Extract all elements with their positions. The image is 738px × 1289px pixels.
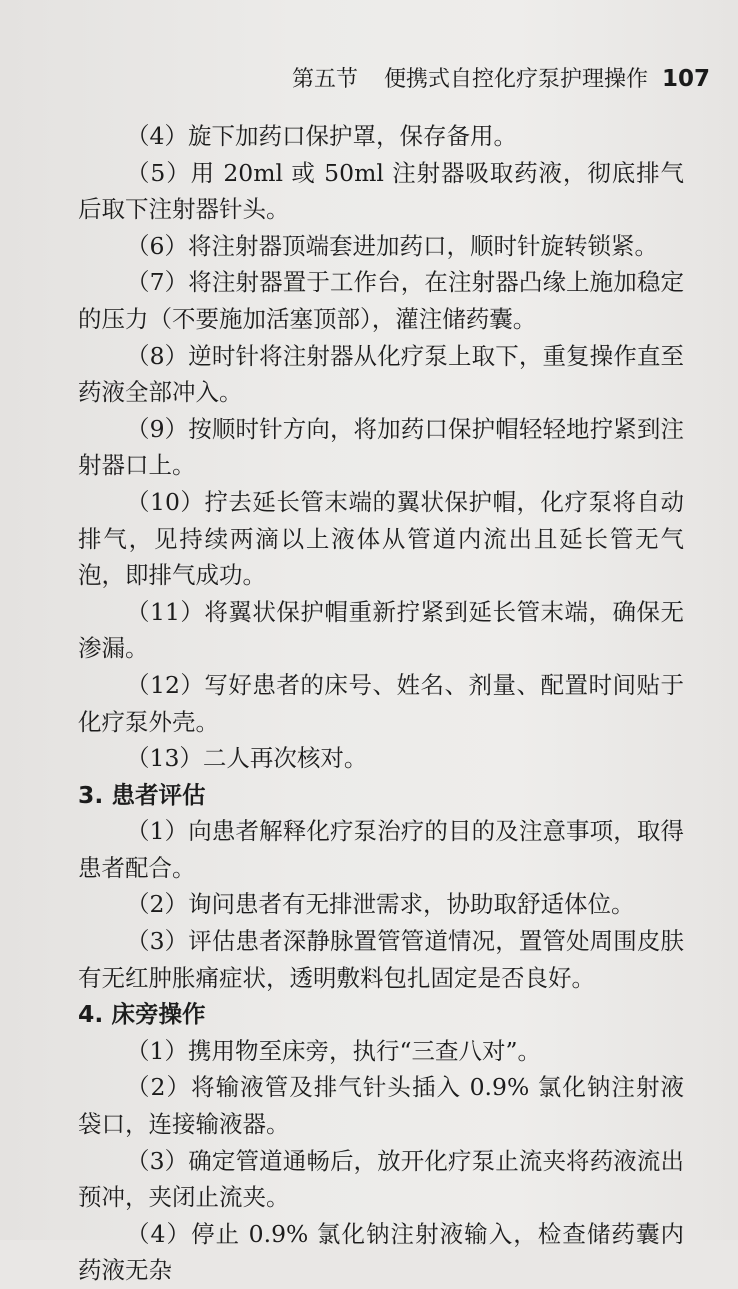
paragraph: （1）向患者解释化疗泵治疗的目的及注意事项，取得患者配合。 <box>78 817 684 882</box>
paragraph: （6）将注射器顶端套进加药口，顺时针旋转锁紧。 <box>126 231 658 260</box>
running-header <box>40 62 710 93</box>
paragraph: （4）停止 0.9% 氯化钠注射液输入，检查储药囊内药液无杂 <box>78 1219 684 1285</box>
paragraph: （13）二人再次核对。 <box>126 744 368 773</box>
paragraph: （3）确定管道通畅后，放开化疗泵止流夹将药液流出预冲，夹闭止流夹。 <box>78 1146 684 1212</box>
paragraph: （2）将输液管及排气针头插入 0.9% 氯化钠注射液袋口，连接输液器。 <box>78 1073 684 1139</box>
paragraph: （4）旋下加药口保护罩，保存备用。 <box>126 122 517 150</box>
page-number: 107 <box>661 66 710 92</box>
paragraph: （1）携用物至床旁，执行“三查八对”。 <box>126 1036 541 1065</box>
header-chapter-title: 便携式自控化疗泵护理操作 <box>383 67 648 92</box>
paragraph: （7）将注射器置于工作台，在注射器凸缘上施加稳定的压力（不要施加活塞顶部），灌注储药囊。 <box>78 268 684 333</box>
paragraph: （5）用 20ml 或 50ml 注射器吸取药液，彻底排气后取下注射器针头。 <box>78 158 684 224</box>
header-section: 第五节 <box>291 67 358 92</box>
paragraph: （12）写好患者的床号、姓名、剂量、配置时间贴于化疗泵外壳。 <box>78 670 684 736</box>
paragraph: （2）询问患者有无排泄需求，协助取舒适体位。 <box>126 890 635 919</box>
paragraph: （11）将翼状保护帽重新拧紧到延长管末端，确保无渗漏。 <box>78 597 684 663</box>
body-text <box>78 118 684 1289</box>
paragraph: （8）逆时针将注射器从化疗泵上取下，重复操作直至药液全部冲入。 <box>78 341 684 407</box>
paragraph: （9）按顺时针方向，将加药口保护帽轻轻地拧紧到注射器口上。 <box>78 414 684 480</box>
section-heading: 3. 患者评估 <box>78 780 206 809</box>
paragraph: （10）拧去延长管末端的翼状保护帽，化疗泵将自动排气，见持续两滴以上液体从管道内流出且延长管无气泡，即排气成功。 <box>78 487 684 590</box>
section-heading: 4. 床旁操作 <box>78 1000 206 1029</box>
paragraph: （3）评估患者深静脉置管管道情况，置管处周围皮肤有无红肿胀痛症状，透明敷料包扎固定是否良好。 <box>78 927 684 992</box>
